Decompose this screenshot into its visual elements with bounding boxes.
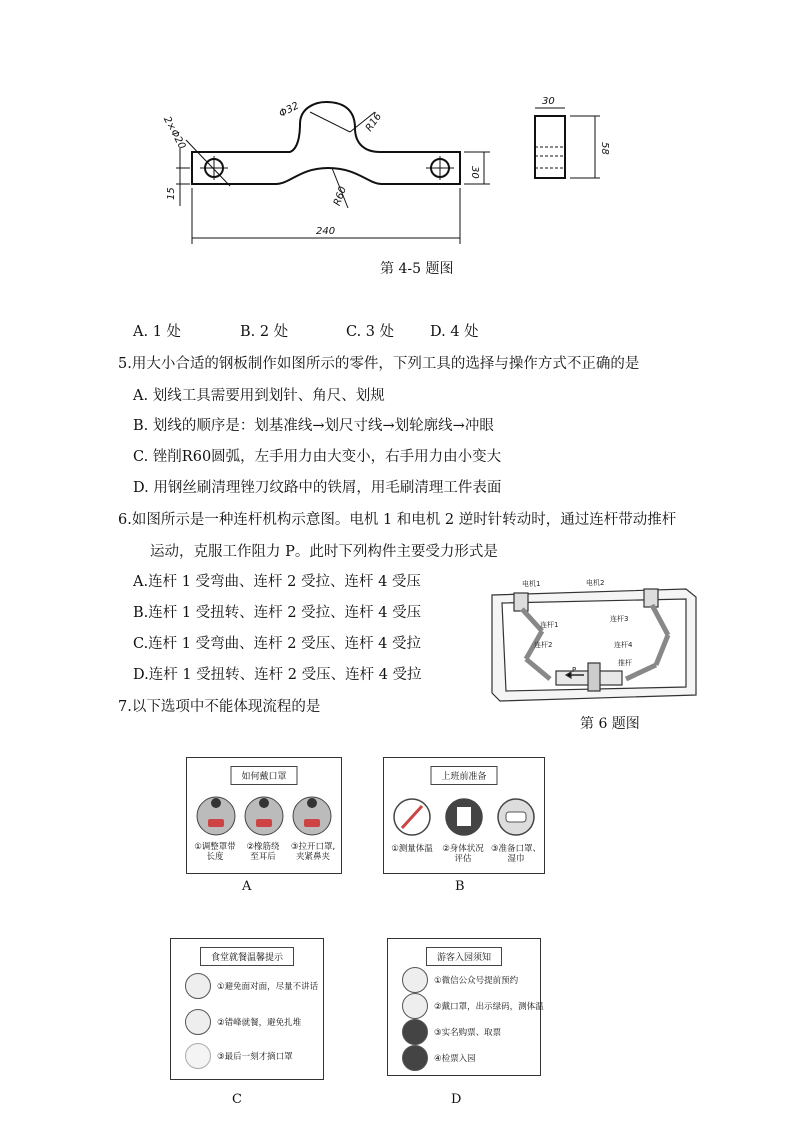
panel-d-step-3: ③实名购票、取票 (434, 1028, 502, 1038)
panel-d-row-1 (402, 967, 518, 993)
dim-arc-top: Φ32 (277, 100, 301, 120)
panel-d-step-2: ②戴口罩，出示绿码，测体温 (434, 1002, 544, 1012)
panel-a[interactable] (186, 757, 342, 874)
figure-4-5-drawing (150, 88, 620, 253)
panel-d-row-4 (402, 1045, 476, 1071)
figure-4-5-caption: 第 4-5 题图 (380, 261, 454, 277)
figure-6-mechanism (486, 575, 701, 707)
panel-b-step-1: ①测量体温 (391, 844, 433, 854)
wechat-icon (402, 967, 428, 993)
dim-side-width: 30 (542, 96, 555, 107)
q6-option-a[interactable]: A.连杆 1 受弯曲、连杆 2 受拉、连杆 4 受压 (133, 574, 421, 590)
q4-option-d[interactable]: D. 4 处 (430, 324, 479, 340)
dim-height: 30 (469, 166, 480, 179)
q6-option-d[interactable]: D.连杆 1 受扭转、连杆 2 受压、连杆 4 受拉 (133, 667, 422, 683)
label-motor2: 电机2 (586, 579, 605, 587)
panel-c-step-1: ①避免面对面，尽量不讲话 (217, 982, 319, 992)
panel-c-step-2: ②错峰就餐，避免扎堆 (217, 1018, 302, 1028)
q5-option-b[interactable]: B. 划线的顺序是：划基准线→划尺寸线→划轮廓线→冲眼 (133, 418, 494, 434)
panel-a-step-3: ③拉开口罩, 夹紧鼻夹 (290, 842, 336, 862)
entry-gate-icon (402, 1045, 428, 1071)
panel-c-step-3: ③最后一刻才摘口罩 (217, 1052, 293, 1062)
panel-c-row-3 (185, 1043, 293, 1069)
panel-c-label: C (232, 1092, 242, 1107)
dim-radius-large: R60 (331, 185, 350, 208)
no-talking-icon (185, 973, 211, 999)
q4-option-c[interactable]: C. 3 处 (346, 324, 395, 340)
label-link2: 连杆2 (534, 641, 553, 649)
label-link4: 连杆4 (614, 641, 633, 649)
panel-d-row-2 (402, 993, 544, 1019)
panel-c-title: 食堂就餐温馨提示 (200, 947, 294, 966)
q6-option-c[interactable]: C.连杆 1 受弯曲、连杆 2 受压、连杆 4 受拉 (133, 636, 422, 652)
panel-a-step-1: ①调整罩带 长度 (194, 842, 236, 862)
ticket-icon (402, 1019, 428, 1045)
dim-length: 240 (316, 226, 336, 237)
q5-stem: 5.用大小合适的钢板制作如图所示的零件，下列工具的选择与操作方式不正确的是 (118, 356, 640, 372)
label-rod: 推杆 (618, 659, 632, 667)
panel-a-step-2: ②橡筋绕 至耳后 (246, 842, 280, 862)
q4-option-a[interactable]: A. 1 处 (133, 324, 182, 340)
panel-d[interactable] (387, 938, 544, 1076)
panel-b-step-2: ②身体状况 评估 (442, 844, 484, 864)
figure-6-caption: 第 6 题图 (580, 716, 640, 732)
dim-side-height: 58 (599, 142, 610, 155)
health-code-icon (402, 993, 428, 1019)
q5-option-c[interactable]: C. 锉削R60圆弧，左手用力由大变小，右手用力由小变大 (133, 449, 502, 465)
panel-a-label: A (242, 879, 252, 894)
label-force: P (572, 666, 577, 674)
dim-radius-small: R16 (363, 111, 385, 134)
q6-stem-line1: 6.如图所示是一种连杆机构示意图。电机 1 和电机 2 逆时针转动时，通过连杆带动推杆 (118, 512, 677, 528)
q5-option-a[interactable]: A. 划线工具需要用到划针、角尺、划规 (133, 388, 385, 404)
panel-c[interactable] (170, 938, 324, 1080)
panel-c-row-1 (185, 973, 318, 999)
panel-d-step-1: ①微信公众号提前预约 (434, 976, 519, 986)
panel-b-label: B (455, 879, 465, 894)
panel-d-row-3 (402, 1019, 501, 1045)
panel-a-title: 如何戴口罩 (230, 766, 297, 785)
dim-offset: 15 (166, 187, 177, 200)
q4-option-b[interactable]: B. 2 处 (240, 324, 289, 340)
panel-b[interactable] (383, 757, 545, 874)
q5-option-d[interactable]: D. 用钢丝刷清理锉刀纹路中的铁屑，用毛刷清理工件表面 (133, 480, 502, 496)
panel-d-step-4: ④检票入园 (434, 1054, 476, 1064)
mask-icon (185, 1043, 211, 1069)
panel-a-illustrations (193, 794, 335, 836)
panel-d-title: 游客入园须知 (426, 947, 502, 966)
q6-stem-line2: 运动，克服工作阻力 P。此时下列构件主要受力形式是 (150, 544, 498, 560)
q6-option-b[interactable]: B.连杆 1 受扭转、连杆 2 受拉、连杆 4 受压 (133, 605, 422, 621)
label-motor1: 电机1 (522, 580, 541, 588)
stagger-meal-icon (185, 1009, 211, 1035)
panel-d-label: D (451, 1092, 462, 1107)
label-link3: 连杆3 (610, 615, 629, 623)
label-link1: 连杆1 (540, 621, 559, 629)
q7-stem: 7.以下选项中不能体现流程的是 (118, 699, 321, 715)
panel-b-step-3: ③准备口罩、 湿巾 (490, 844, 542, 864)
panel-b-illustrations (388, 796, 540, 838)
panel-c-row-2 (185, 1009, 301, 1035)
panel-b-title: 上班前准备 (430, 766, 497, 785)
dim-hole: 2×Φ20 (161, 114, 188, 152)
